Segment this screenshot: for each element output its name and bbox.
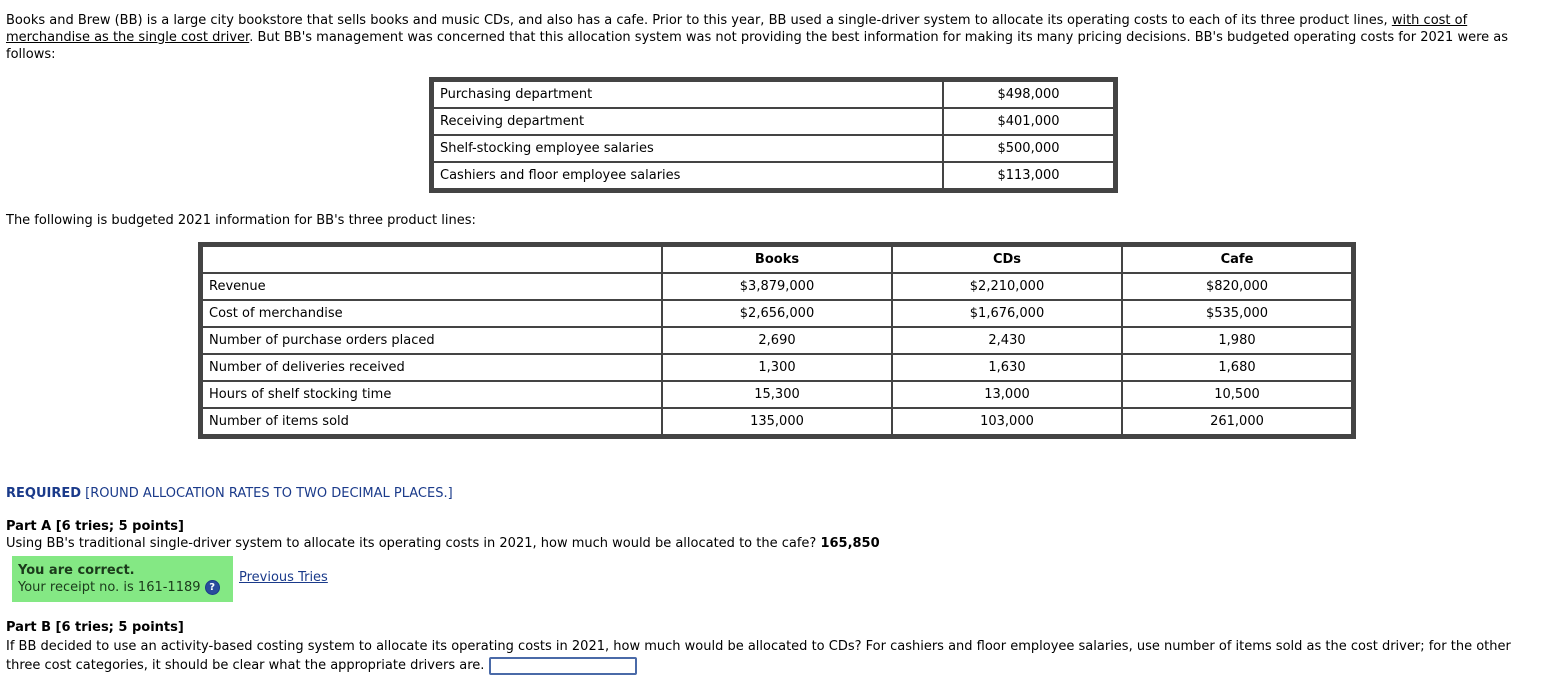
row-label: Number of purchase orders placed bbox=[202, 327, 662, 354]
required-instruction bbox=[6, 486, 453, 501]
cost-value: $113,000 bbox=[943, 162, 1114, 189]
row-value: 15,300 bbox=[662, 381, 892, 408]
cost-value: $401,000 bbox=[943, 108, 1114, 135]
cost-label: Receiving department bbox=[433, 108, 943, 135]
cost-label: Purchasing department bbox=[433, 81, 943, 108]
cost-row bbox=[433, 108, 1114, 135]
part-b-answer-input[interactable] bbox=[489, 657, 637, 675]
question-circle-icon[interactable]: ? bbox=[205, 580, 220, 595]
product-row bbox=[202, 327, 1352, 354]
product-row bbox=[202, 273, 1352, 300]
row-label: Revenue bbox=[202, 273, 662, 300]
row-label: Number of items sold bbox=[202, 408, 662, 435]
row-value: 13,000 bbox=[892, 381, 1122, 408]
row-label: Cost of merchandise bbox=[202, 300, 662, 327]
row-value: 1,680 bbox=[1122, 354, 1352, 381]
row-value: 103,000 bbox=[892, 408, 1122, 435]
part-b-question-text: If BB decided to use an activity-based costing system to allocate its operating costs in 2021, how much would be allocated to CDs? For cashiers and floor employee salaries, use number of items sold as the cost driver; for the other three cost categories, it should be clear what the appropriate drivers are. bbox=[6, 639, 1511, 673]
receipt-text: Your receipt no. is 161-1189 bbox=[18, 580, 201, 595]
row-value: $1,676,000 bbox=[892, 300, 1122, 327]
row-label: Hours of shelf stocking time bbox=[202, 381, 662, 408]
blank-header-cell bbox=[202, 246, 662, 273]
part-a-question-text: Using BB's traditional single-driver system to allocate its operating costs in 2021, how much would be allocated to the cafe? bbox=[6, 536, 821, 551]
product-row bbox=[202, 300, 1352, 327]
product-row bbox=[202, 354, 1352, 381]
cost-value: $498,000 bbox=[943, 81, 1114, 108]
product-header-cafe: Cafe bbox=[1122, 246, 1352, 273]
row-value: 2,430 bbox=[892, 327, 1122, 354]
row-value: 1,630 bbox=[892, 354, 1122, 381]
row-value: 1,300 bbox=[662, 354, 892, 381]
cost-label: Cashiers and floor employee salaries bbox=[433, 162, 943, 189]
intro-text-2: . But BB's management was concerned that this allocation system was not providing the best information for making its many pricing decisions. BB's budgeted operating costs for 2021 were as follows: bbox=[6, 30, 1509, 62]
correct-feedback-box bbox=[12, 556, 233, 602]
part-b-question bbox=[6, 637, 1536, 675]
intro-text-1: Books and Brew (BB) is a large city bookstore that sells books and music CDs, and also has a cafe. Prior to this year, BB used a single-driver system to allocate its operating costs to each of its three product lines, bbox=[6, 13, 1392, 28]
operating-costs-table-frame bbox=[429, 77, 1118, 193]
product-header-cds: CDs bbox=[892, 246, 1122, 273]
cost-row bbox=[433, 162, 1114, 189]
product-lines-table bbox=[201, 245, 1353, 436]
required-label: REQUIRED bbox=[6, 486, 82, 501]
cost-row bbox=[433, 81, 1114, 108]
row-label: Number of deliveries received bbox=[202, 354, 662, 381]
cost-value: $500,000 bbox=[943, 135, 1114, 162]
part-b-title: Part B [6 tries; 5 points] bbox=[6, 620, 184, 635]
row-value: 261,000 bbox=[1122, 408, 1352, 435]
product-lines-intro: The following is budgeted 2021 information for BB's three product lines: bbox=[6, 213, 476, 228]
row-value: 1,980 bbox=[1122, 327, 1352, 354]
row-value: $2,656,000 bbox=[662, 300, 892, 327]
row-value: $535,000 bbox=[1122, 300, 1352, 327]
product-header-books: Books bbox=[662, 246, 892, 273]
previous-tries-link[interactable]: Previous Tries bbox=[239, 570, 328, 585]
row-value: 10,500 bbox=[1122, 381, 1352, 408]
row-value: $2,210,000 bbox=[892, 273, 1122, 300]
part-a-answer: 165,850 bbox=[820, 536, 880, 551]
row-value: 135,000 bbox=[662, 408, 892, 435]
row-value: 2,690 bbox=[662, 327, 892, 354]
part-a-question bbox=[6, 536, 880, 551]
cost-row bbox=[433, 135, 1114, 162]
product-row bbox=[202, 381, 1352, 408]
correct-message: You are correct. bbox=[18, 563, 135, 578]
rounding-note: [ROUND ALLOCATION RATES TO TWO DECIMAL PLACES.] bbox=[81, 486, 453, 501]
row-value: $820,000 bbox=[1122, 273, 1352, 300]
cost-label: Shelf-stocking employee salaries bbox=[433, 135, 943, 162]
intro-paragraph bbox=[6, 12, 1534, 63]
row-value: $3,879,000 bbox=[662, 273, 892, 300]
part-a-title: Part A [6 tries; 5 points] bbox=[6, 519, 184, 534]
product-lines-table-frame bbox=[198, 242, 1356, 439]
product-row bbox=[202, 408, 1352, 435]
cost-driver-link[interactable]: with cost of merchandise as the single cost driver bbox=[6, 13, 1468, 45]
receipt-line bbox=[18, 579, 227, 596]
operating-costs-table bbox=[432, 80, 1115, 190]
